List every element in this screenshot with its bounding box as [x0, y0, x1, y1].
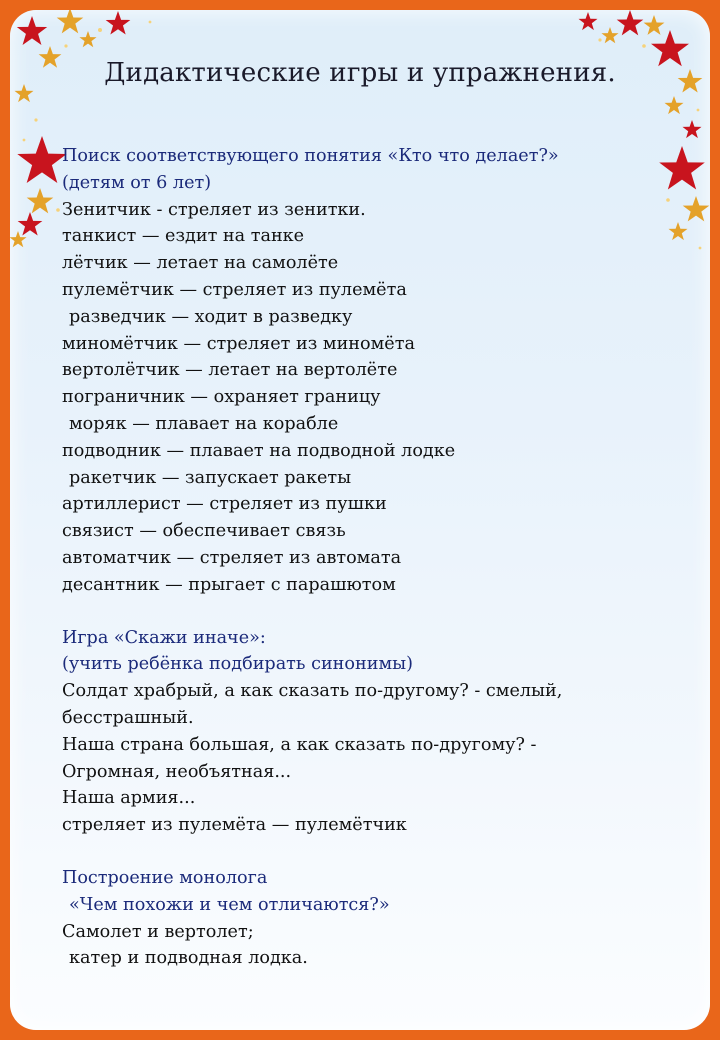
section-spacer: [62, 839, 692, 865]
text-line: Наша страна большая, а как сказать по-другому? -: [62, 734, 537, 755]
section-spacer: [62, 599, 692, 625]
section-monologue: [62, 865, 692, 972]
text-line: Солдат храбрый, а как сказать по-другому? - смелый,: [62, 681, 563, 702]
text-line: катер и подводная лодка.: [69, 948, 308, 969]
section-heading: Игра «Скажи иначе»:: [62, 627, 266, 648]
list-item: миномётчик — стреляет из миномёта: [62, 333, 415, 354]
section-say-otherwise: [62, 625, 692, 839]
list-item: лётчик — летает на самолёте: [62, 253, 339, 274]
section-who-does-what: [62, 143, 692, 599]
list-item: автоматчик — стреляет из автомата: [62, 547, 402, 568]
list-item: танкист — ездит на танке: [62, 226, 305, 247]
page-title: Дидактические игры и упражнения.: [104, 58, 616, 88]
section-heading: Поиск соответствующего понятия «Кто что делает?»: [62, 146, 559, 166]
section-subheading: «Чем похожи и чем отличаются?»: [69, 894, 390, 915]
list-item: пулемётчик — стреляет из пулемёта: [62, 279, 407, 300]
list-item: ракетчик — запускает ракеты: [69, 467, 352, 488]
text-line: стреляет из пулемёта — пулемётчик: [62, 815, 407, 836]
list-item: связист — обеспечивает связь: [62, 521, 346, 542]
section-subheading: (детям от 6 лет): [62, 172, 212, 193]
list-item: моряк — плавает на корабле: [69, 413, 339, 434]
section-subheading: (учить ребёнка подбирать синонимы): [62, 654, 413, 675]
text-line: Наша армия...: [62, 788, 196, 809]
list-item: артиллерист — стреляет из пушки: [62, 494, 387, 515]
list-item: пограничник — охраняет границу: [62, 387, 381, 408]
list-item: десантник — прыгает с парашютом: [62, 574, 396, 595]
text-line: Самолет и вертолет;: [62, 921, 254, 942]
list-item: разведчик — ходит в разведку: [69, 306, 353, 327]
text-line: Огромная, необъятная...: [62, 761, 292, 782]
document-body: [62, 143, 692, 972]
list-item: Зенитчик - стреляет из зенитки.: [62, 199, 366, 220]
section-heading: Построение монолога: [62, 867, 268, 888]
page-paper: [10, 10, 710, 1030]
list-item: вертолётчик — летает на вертолёте: [62, 360, 398, 381]
list-item: подводник — плавает на подводной лодке: [62, 440, 456, 461]
text-line: бесстрашный.: [62, 707, 194, 728]
